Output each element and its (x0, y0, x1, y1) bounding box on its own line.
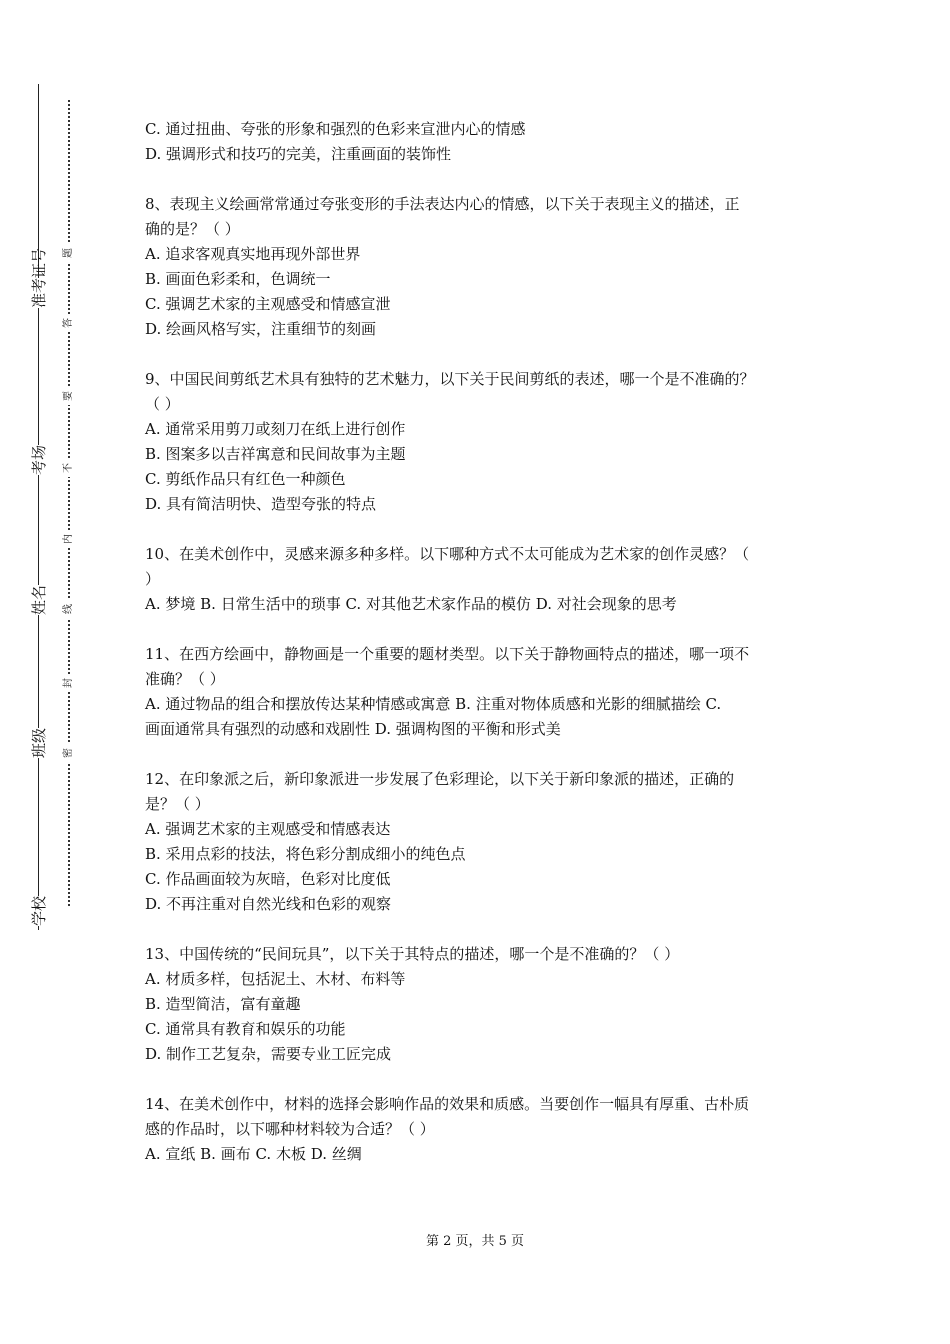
field-label-class: 班级 (24, 728, 54, 758)
binding-solid-line (38, 84, 39, 930)
option-line: C. 通过扭曲、夸张的形象和强烈的色彩来宣泄内心的情感 (145, 120, 526, 138)
option-line: A. 通常采用剪刀或刻刀在纸上进行创作 (145, 420, 406, 438)
seal-dotted-line (68, 100, 70, 906)
option-line: B. 造型简洁，富有童趣 (145, 995, 301, 1013)
option-line: A. 材质多样，包括泥土、木材、布料等 (145, 970, 406, 988)
option-line: D. 不再注重对自然光线和色彩的观察 (145, 895, 392, 913)
field-label-name: 姓名 (24, 585, 54, 615)
question-stem: 8、表现主义绘画常常通过夸张变形的手法表达内心的情感，以下关于表现主义的描述，正 (145, 195, 740, 213)
field-label-exam-number: 准考证号 (24, 278, 54, 308)
seal-char: 内 (60, 530, 78, 548)
question-stem: ） (145, 570, 161, 588)
option-line: A. 梦境 B. 日常生活中的琐事 C. 对其他艺术家作品的模仿 D. 对社会现象的思考 (145, 595, 677, 613)
seal-char: 答 (60, 314, 78, 332)
question-stem: 10、在美术创作中，灵感来源多种多样。以下哪种方式不太可能成为艺术家的创作灵感？（ (145, 545, 750, 563)
question-stem: 确的是？（ ） (145, 220, 240, 238)
page-number: 第 2 页，共 5 页 (425, 1234, 525, 1249)
option-line: B. 图案多以吉祥寓意和民间故事为主题 (145, 445, 406, 463)
seal-char: 密 (60, 744, 78, 762)
question-stem: 9、中国民间剪纸艺术具有独特的艺术魅力，以下关于民间剪纸的表述，哪一个是不准确的？ (145, 370, 755, 388)
question-stem: 14、在美术创作中，材料的选择会影响作品的效果和质感。当要创作一幅具有厚重、古朴质 (145, 1095, 750, 1113)
option-line: D. 强调形式和技巧的完美，注重画面的装饰性 (145, 145, 452, 163)
option-line: C. 强调艺术家的主观感受和情感宣泄 (145, 295, 391, 313)
seal-char: 线 (60, 600, 78, 618)
option-line: A. 追求客观真实地再现外部世界 (145, 245, 361, 263)
seal-char: 不 (60, 459, 78, 477)
seal-char: 题 (60, 244, 78, 262)
question-stem: 感的作品时，以下哪种材料较为合适？（ ） (145, 1120, 435, 1138)
option-line: C. 作品画面较为灰暗，色彩对比度低 (145, 870, 391, 888)
option-line: A. 强调艺术家的主观感受和情感表达 (145, 820, 391, 838)
question-stem: 11、在西方绘画中，静物画是一个重要的题材类型。以下关于静物画特点的描述，哪一项不 (145, 645, 750, 663)
option-line: C. 剪纸作品只有红色一种颜色 (145, 470, 346, 488)
question-stem: （ ） (145, 395, 180, 413)
binding-margin (0, 0, 100, 1344)
question-stem: 准确？（ ） (145, 670, 225, 688)
option-line: 画面通常具有强烈的动感和戏剧性 D. 强调构图的平衡和形式美 (145, 720, 561, 738)
question-stem: 13、中国传统的“民间玩具”，以下关于其特点的描述，哪一个是不准确的？（ ） (145, 945, 680, 963)
question-list (145, 117, 815, 1167)
option-line: B. 采用点彩的技法，将色彩分割成细小的纯色点 (145, 845, 466, 863)
option-line: D. 绘画风格写实，注重细节的刻画 (145, 320, 377, 338)
question-stem: 12、在印象派之后，新印象派进一步发展了色彩理论，以下关于新印象派的描述，正确的 (145, 770, 735, 788)
option-line: A. 宣纸 B. 画布 C. 木板 D. 丝绸 (145, 1145, 362, 1163)
seal-char: 要 (60, 387, 78, 405)
option-line: D. 具有简洁明快、造型夸张的特点 (145, 495, 377, 513)
option-line: D. 制作工艺复杂，需要专业工匠完成 (145, 1045, 392, 1063)
field-label-exam-room: 考场 (24, 445, 54, 475)
option-line: B. 画面色彩柔和，色调统一 (145, 270, 331, 288)
question-stem: 是？（ ） (145, 795, 210, 813)
option-line: A. 通过物品的组合和摆放传达某种情感或寓意 B. 注重对物体质感和光影的细腻描绘 C. (145, 695, 722, 713)
option-line: C. 通常具有教育和娱乐的功能 (145, 1020, 346, 1038)
seal-char: 封 (60, 674, 78, 692)
field-label-school: 学校 (24, 896, 54, 926)
